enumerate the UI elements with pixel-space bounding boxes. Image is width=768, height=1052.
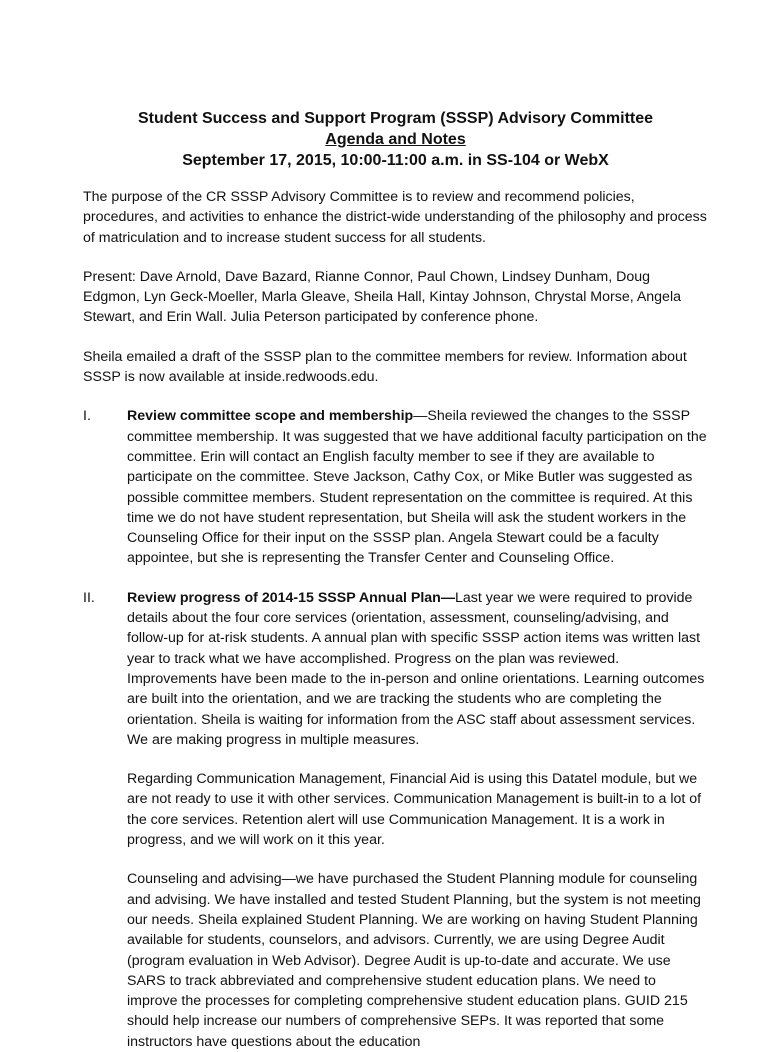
document-title: Student Success and Support Program (SSSP) Advisory Committee xyxy=(137,110,654,127)
section-number: I. xyxy=(83,408,91,425)
section-body xyxy=(127,406,708,568)
document-subtitle: Agenda and Notes xyxy=(325,131,466,148)
section-paragraph xyxy=(127,588,708,750)
section-paragraph-communication: Regarding Communication Management, Financial Aid is using this Datatel module, but we are not ready to use it with other services. Communication Management is built-in to a lot of the core services. Retention alert will use Communication Management. It is a work in progress, and we will work on it this year. xyxy=(127,771,702,849)
section-number: II. xyxy=(83,589,95,606)
draft-note-paragraph: Sheila emailed a draft of the SSSP plan to the committee members for review. Information about SSSP is now available at inside.redwoods.edu. xyxy=(83,348,687,386)
section-paragraph xyxy=(127,406,708,568)
agenda-section-2 xyxy=(83,588,708,1052)
section-heading: Review progress of 2014-15 SSSP Annual Plan— xyxy=(127,589,456,606)
agenda-section-1 xyxy=(83,406,708,568)
purpose-paragraph: The purpose of the CR SSSP Advisory Committee is to review and recommend policies, procedures, and activities to enhance the district-wide understanding of the philosophy and process of matriculation and to increase student success for all students. xyxy=(83,189,707,246)
attendees-paragraph: Present: Dave Arnold, Dave Bazard, Rianne Connor, Paul Chown, Lindsey Dunham, Doug Edgmon, Lyn Geck-Moeller, Marla Gleave, Sheila Hall, Kintay Johnson, Chrystal Morse, Angela Stewart, and Erin Wall. Julia Peterson participated by conference phone. xyxy=(83,268,681,326)
section-body xyxy=(127,588,708,1052)
document-header xyxy=(83,108,708,171)
meeting-date-line: September 17, 2015, 10:00-11:00 a.m. in SS-104 or WebX xyxy=(182,152,609,169)
section-paragraph-counseling: Counseling and advising—we have purchased the Student Planning module for counseling and advising. We have installed and tested Student Planning, but the system is not meeting our needs. Sheila explained Student Planning. We are working on having Student Planning available for students, counselors, and advisors. Currently, we are using Degree Audit (program evaluation in Web Advisor). Degree Audit is up-to-date and accurate. We use SARS to track abbreviated and comprehensive student education plans. We need to improve the processes for completing comprehensive student education plans. GUID 215 should help increase our numbers of comprehensive SEPs. It was reported that some instructors have questions about the education xyxy=(127,871,701,1050)
section-text: —Sheila reviewed the changes to the SSSP committee membership. It was suggested that we have additional faculty participation on the committee. Erin will contact an English faculty member to see if they are available to participate on the committee. Steve Jackson, Cathy Cox, or Mike Butler was suggested as possible committee members. Student representation on the committee is required. At this time we do not have student representation, but Sheila will ask the student workers in the Counseling Office for their input on the SSSP plan. Angela Stewart could be a faculty appointee, but she is representing the Transfer Center and Counseling Office. xyxy=(127,408,707,567)
section-heading: Review committee scope and membership xyxy=(127,408,414,425)
section-text: Last year we were required to provide details about the four core services (orientation, assessment, counseling/advising, and follow-up for at-risk students. A annual plan with specific SSSP action items was written last year to track what we have accomplished. Progress on the plan was reviewed. Improvements have been made to the in-person and online orientations. Learning outcomes are built into the orientation, and we are tracking the students who are completing the orientation. Sheila is waiting for information from the ASC staff about assessment services. We are making progress in multiple measures. xyxy=(127,589,705,748)
